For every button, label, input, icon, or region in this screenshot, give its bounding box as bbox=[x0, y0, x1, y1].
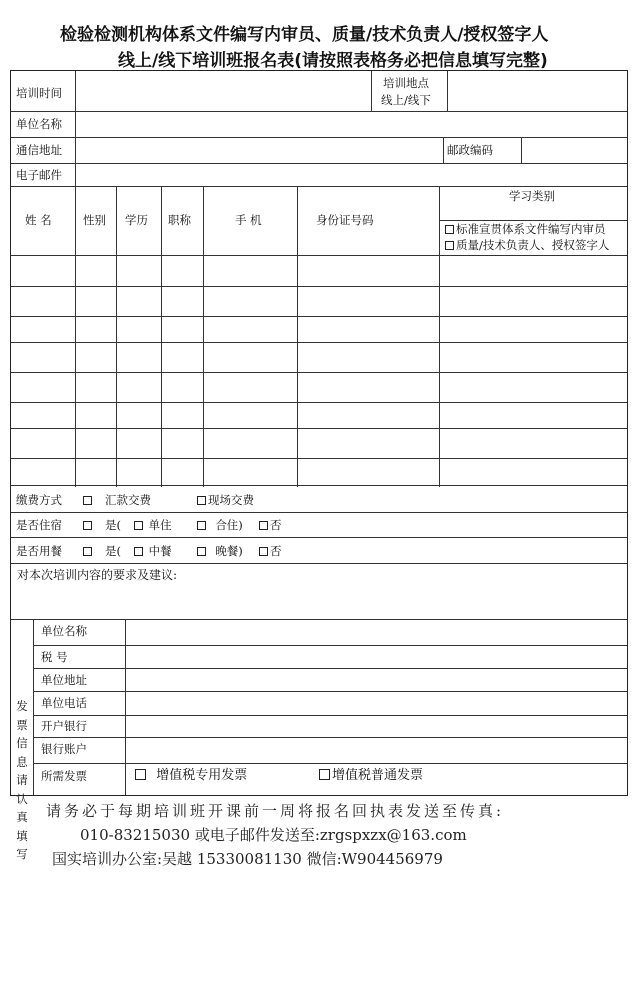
checkbox-icon bbox=[259, 547, 268, 556]
meal-no-option[interactable] bbox=[259, 544, 282, 558]
col-name: 姓 名 bbox=[25, 213, 52, 227]
footer-line3: 国实培训办公室:吴越 15330081130 微信:W904456979 bbox=[52, 850, 443, 868]
checkbox-icon bbox=[83, 547, 92, 556]
checkbox-icon bbox=[135, 769, 146, 780]
checkbox-icon bbox=[134, 547, 143, 556]
col-study-type: 学习类别 bbox=[509, 189, 555, 203]
meal-label: 是否用餐 bbox=[16, 544, 62, 558]
lodging-yes-option[interactable] bbox=[83, 518, 121, 532]
study-option-manager[interactable] bbox=[445, 238, 609, 252]
form-title-line1: 检验检测机构体系文件编写内审员、质量/技术负责人/授权签字人 bbox=[60, 25, 549, 45]
lodging-label: 是否住宿 bbox=[16, 518, 62, 532]
train-place-label: 培训地点 bbox=[383, 76, 429, 90]
checkbox-icon bbox=[83, 496, 92, 505]
train-place-mode: 线上/线下 bbox=[381, 93, 431, 107]
address-label: 通信地址 bbox=[16, 143, 62, 157]
invoice-side-label: 发票信息请认真填写 bbox=[16, 699, 28, 861]
checkbox-icon bbox=[319, 769, 330, 780]
invoice-address-label: 单位地址 bbox=[41, 673, 87, 687]
payment-option-transfer-label: 汇款交费 bbox=[104, 493, 151, 507]
lodging-no-option[interactable] bbox=[259, 518, 282, 532]
footer-line2: 010-83215030 或电子邮件发送至:zrgspxzx@163.com bbox=[80, 826, 467, 844]
study-option-auditor[interactable] bbox=[445, 222, 606, 236]
checkbox-icon bbox=[197, 547, 206, 556]
payment-option-transfer[interactable] bbox=[83, 493, 151, 507]
lodging-single-label: 单住 bbox=[148, 518, 172, 532]
lodging-no-label: 否 bbox=[270, 518, 282, 532]
payment-option-onsite-label: 现场交费 bbox=[208, 493, 254, 507]
invoice-bank-label: 开户银行 bbox=[41, 719, 87, 733]
train-time-label: 培训时间 bbox=[16, 86, 62, 100]
checkbox-icon bbox=[134, 521, 143, 530]
invoice-option-normal-label: 增值税普通发票 bbox=[332, 768, 424, 783]
invoice-phone-label: 单位电话 bbox=[41, 696, 87, 710]
invoice-type-label: 所需发票 bbox=[41, 769, 87, 783]
invoice-option-normal[interactable] bbox=[319, 769, 423, 783]
col-gender: 性别 bbox=[83, 213, 106, 227]
meal-dinner-label: 晚餐) bbox=[215, 544, 243, 558]
meal-yes-label: 是( bbox=[104, 544, 121, 558]
lodging-shared-option[interactable] bbox=[197, 518, 243, 532]
study-option-auditor-label: 标准宣贯体系文件编写内审员 bbox=[456, 222, 606, 236]
email-label: 电子邮件 bbox=[16, 168, 62, 182]
lodging-single-option[interactable] bbox=[134, 518, 172, 532]
col-title: 职称 bbox=[168, 213, 191, 227]
form-title-line2: 线上/线下培训班报名表(请按照表格务必把信息填写完整) bbox=[118, 51, 548, 71]
postcode-label: 邮政编码 bbox=[447, 143, 493, 157]
meal-dinner-option[interactable] bbox=[197, 544, 243, 558]
invoice-account-label: 银行账户 bbox=[41, 742, 87, 756]
payment-option-onsite[interactable] bbox=[197, 493, 254, 507]
invoice-option-special-label: 增值税专用发票 bbox=[156, 768, 248, 783]
lodging-yes-label: 是( bbox=[104, 518, 121, 532]
col-phone: 手 机 bbox=[235, 213, 262, 227]
meal-yes-option[interactable] bbox=[83, 544, 121, 558]
unit-name-label: 单位名称 bbox=[16, 117, 62, 131]
study-option-manager-label: 质量/技术负责人、授权签字人 bbox=[456, 238, 610, 252]
lodging-shared-label: 合住) bbox=[215, 518, 243, 532]
invoice-option-special[interactable] bbox=[135, 769, 247, 783]
footer-line1: 请务必于每期培训班开课前一周将报名回执表发送至传真: bbox=[46, 802, 505, 820]
checkbox-icon bbox=[445, 225, 454, 234]
checkbox-icon bbox=[445, 241, 454, 250]
col-education: 学历 bbox=[125, 213, 148, 227]
checkbox-icon bbox=[259, 521, 268, 530]
suggestion-label: 对本次培训内容的要求及建议: bbox=[17, 568, 178, 582]
col-id-number: 身份证号码 bbox=[316, 213, 374, 227]
payment-label: 缴费方式 bbox=[16, 493, 62, 507]
invoice-tax-label: 税 号 bbox=[41, 650, 68, 664]
meal-lunch-option[interactable] bbox=[134, 544, 172, 558]
checkbox-icon bbox=[83, 521, 92, 530]
meal-lunch-label: 中餐 bbox=[148, 544, 172, 558]
checkbox-icon bbox=[197, 521, 206, 530]
meal-no-label: 否 bbox=[270, 544, 282, 558]
checkbox-icon bbox=[197, 496, 206, 505]
invoice-unit-label: 单位名称 bbox=[41, 624, 87, 638]
